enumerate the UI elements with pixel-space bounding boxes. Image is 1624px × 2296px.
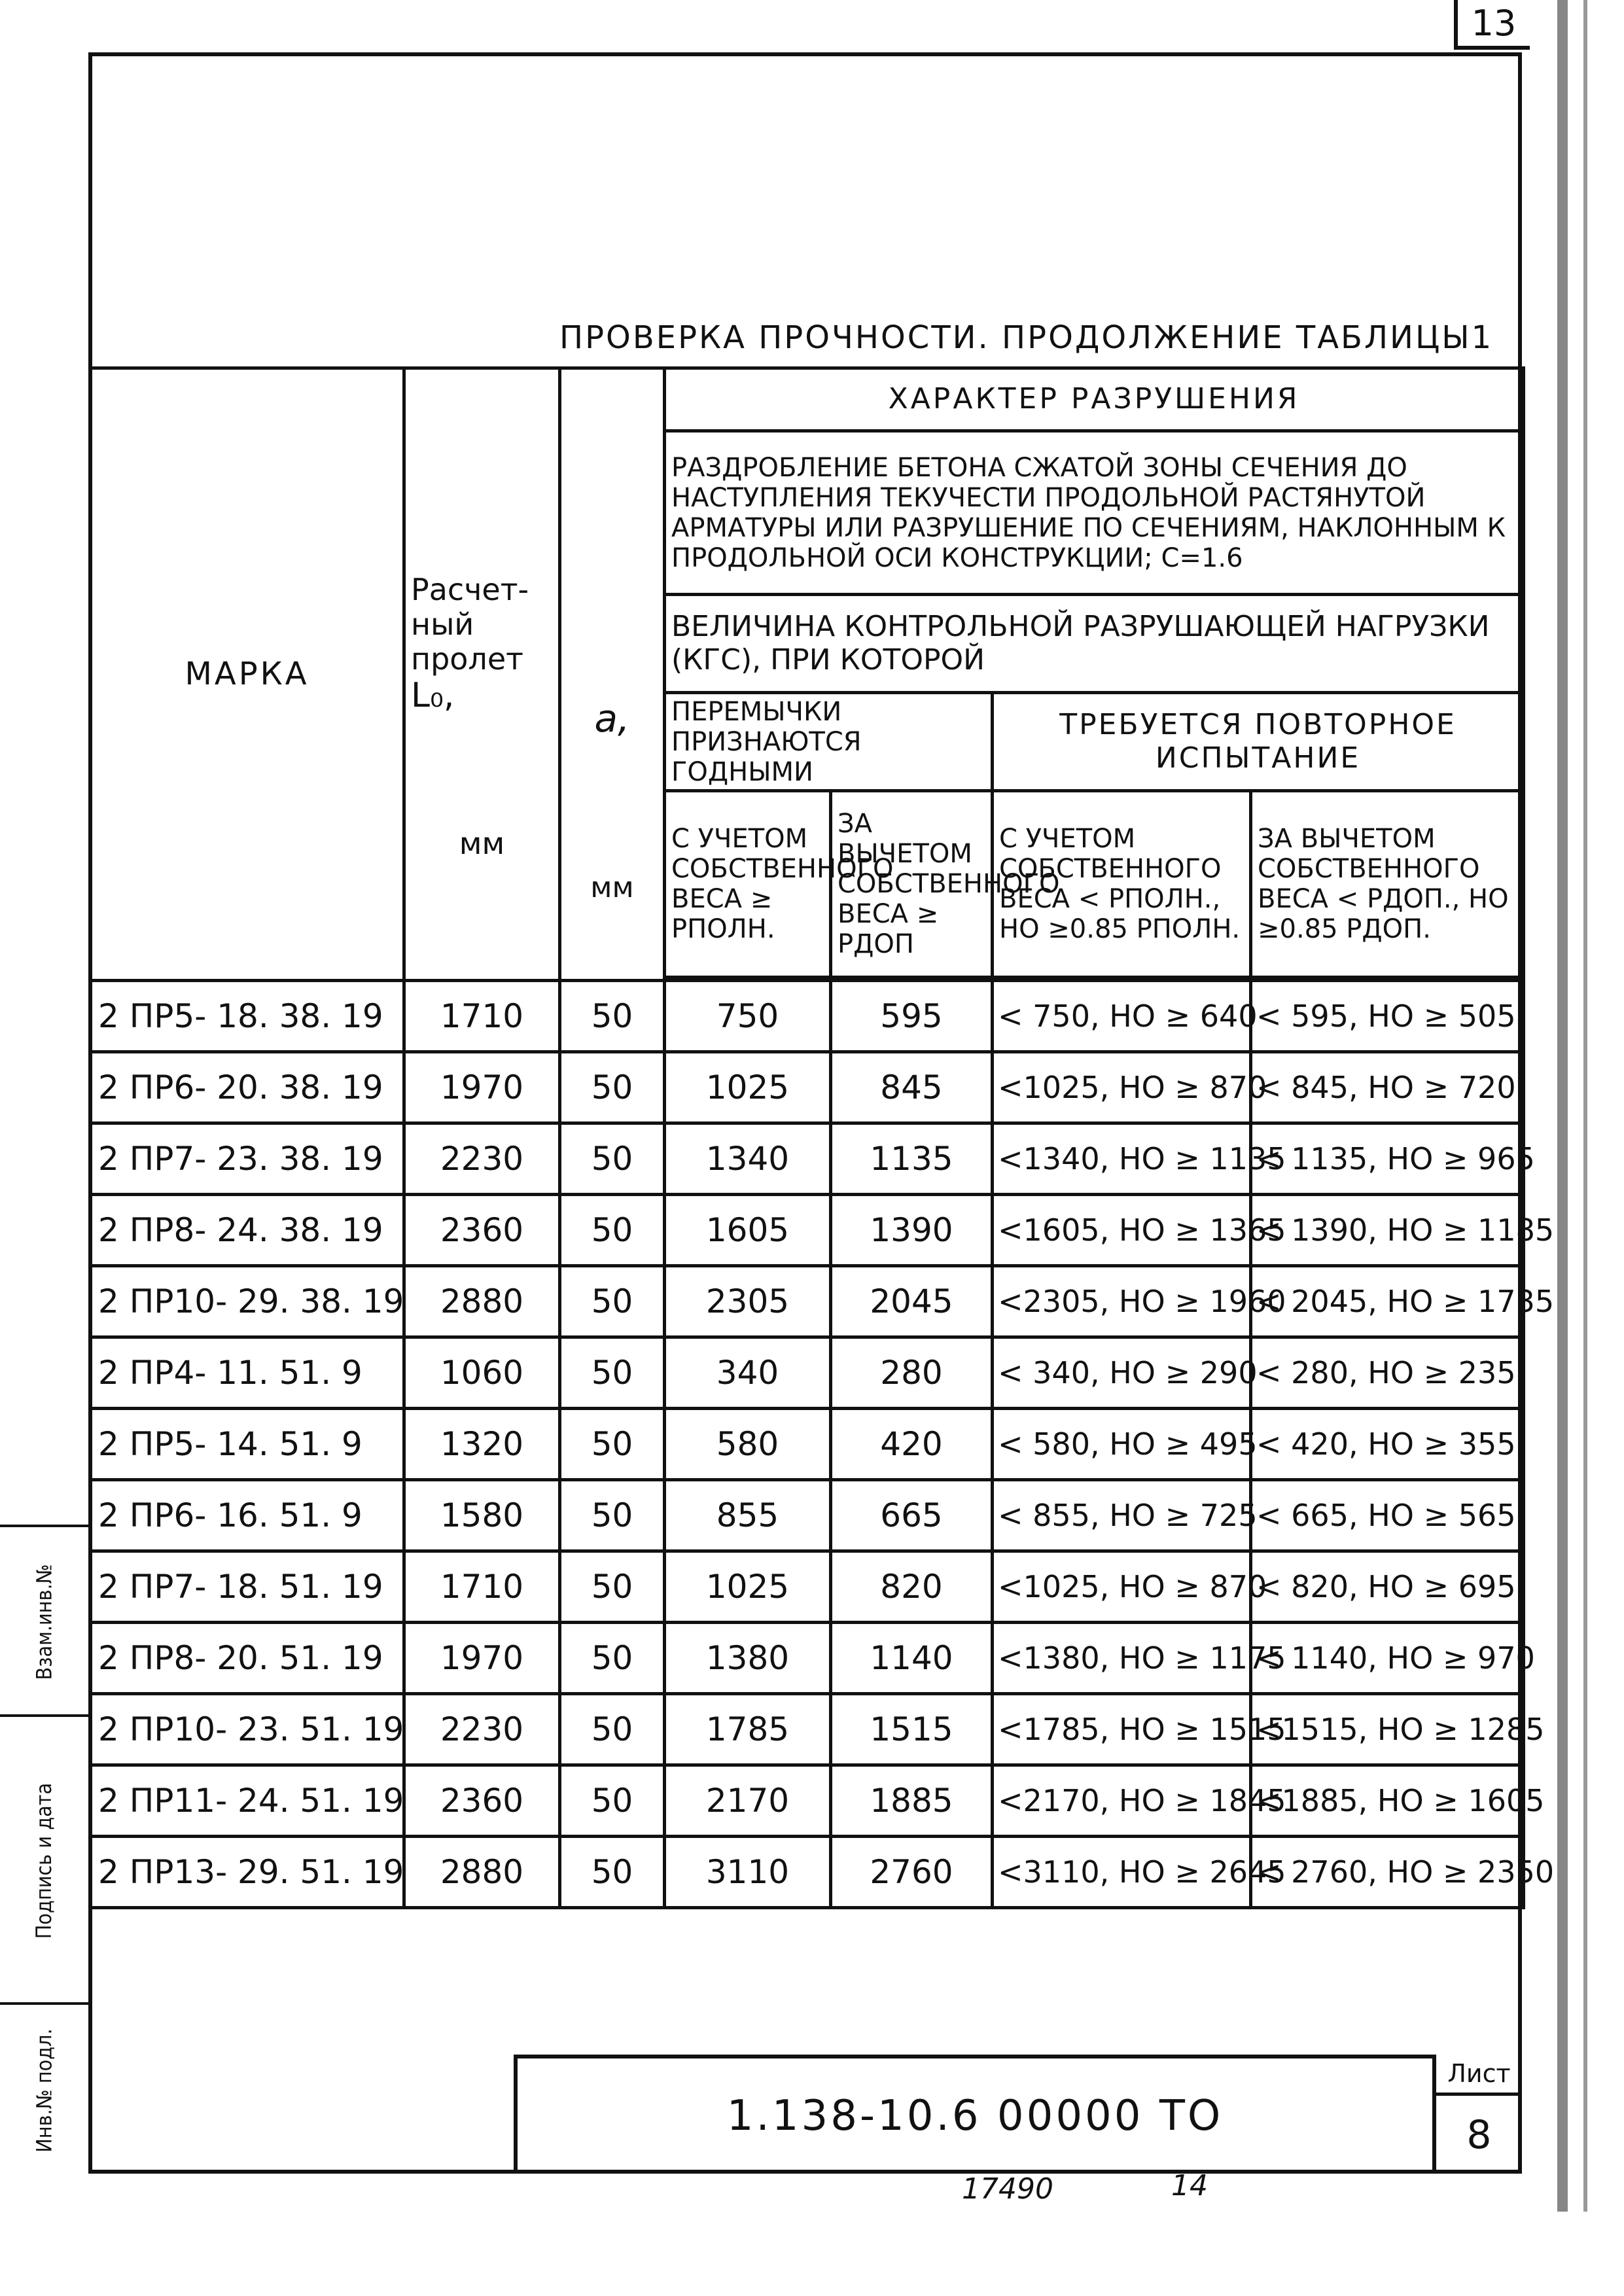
- cell-span: 2880: [404, 1837, 560, 1908]
- cell-retest-add: < 2760, НО ≥ 2350: [1251, 1837, 1524, 1908]
- cell-p-full: 340: [665, 1337, 831, 1409]
- cell-mark: 2 ПР8- 20. 51. 19: [90, 1623, 404, 1694]
- table-row: [90, 1337, 1524, 1409]
- cell-mark: 2 ПР13- 29. 51. 19: [90, 1837, 404, 1908]
- cell-retest-full: < 750, НО ≥ 640: [993, 981, 1251, 1052]
- replaced-inventory-label: Взам.инв.№: [31, 1564, 57, 1680]
- cell-p-add: 420: [831, 1409, 993, 1480]
- cell-mark: 2 ПР4- 11. 51. 9: [90, 1337, 404, 1409]
- cell-p-full: 1605: [665, 1195, 831, 1266]
- original-inventory-cell: [0, 2002, 88, 2176]
- header-sub-fit-add: ЗА ВЫЧЕТОМ СОБСТВЕННОГО ВЕСА ≥ PДОП: [831, 791, 993, 978]
- cell-retest-add: <1515, НО ≥ 1285: [1251, 1694, 1524, 1765]
- cell-retest-add: < 1140, НО ≥ 970: [1251, 1623, 1524, 1694]
- cell-span: 2230: [404, 1123, 560, 1195]
- header-mark: МАРКА: [90, 368, 404, 981]
- cell-retest-add: < 420, НО ≥ 355: [1251, 1409, 1524, 1480]
- header-sub-retest-add: ЗА ВЫЧЕТОМ СОБСТВЕННОГО ВЕСА < PДОП., НО ≥0.85 PДОП.: [1251, 791, 1524, 978]
- cell-retest-full: < 340, НО ≥ 290: [993, 1337, 1251, 1409]
- cell-retest-add: < 1135, НО ≥ 965: [1251, 1123, 1524, 1195]
- sheet-label: Лист: [1436, 2055, 1522, 2096]
- table-row: [90, 1480, 1524, 1551]
- table-row: [90, 1765, 1524, 1837]
- cell-p-full: 1340: [665, 1123, 831, 1195]
- cell-mark: 2 ПР8- 24. 38. 19: [90, 1195, 404, 1266]
- cell-mark: 2 ПР6- 20. 38. 19: [90, 1052, 404, 1123]
- signature-date-label: Подпись и дата: [31, 1782, 57, 1939]
- cell-retest-full: < 855, НО ≥ 725: [993, 1480, 1251, 1551]
- header-span-line: L₀,: [411, 675, 455, 715]
- cell-retest-add: < 595, НО ≥ 505: [1251, 981, 1524, 1052]
- table-row: [90, 981, 1524, 1052]
- cell-a: 50: [560, 1052, 665, 1123]
- header-sub-fit-full: С УЧЕТОМ СОБСТВЕННОГО ВЕСА ≥ PПОЛН.: [665, 791, 831, 978]
- cell-span: 1060: [404, 1337, 560, 1409]
- table-row: [90, 1551, 1524, 1623]
- cell-span: 1580: [404, 1480, 560, 1551]
- cell-p-add: 665: [831, 1480, 993, 1551]
- cell-retest-add: <1885, НО ≥ 1605: [1251, 1765, 1524, 1837]
- cell-mark: 2 ПР6- 16. 51. 9: [90, 1480, 404, 1551]
- header-load-value: ВЕЛИЧИНА КОНТРОЛЬНОЙ РАЗРУШАЮЩЕЙ НАГРУЗКИ (КГС), ПРИ КОТОРОЙ: [665, 595, 1524, 693]
- sheet-box: [1432, 2055, 1522, 2174]
- cell-span: 1710: [404, 981, 560, 1052]
- replaced-inventory-cell: [0, 1525, 88, 1717]
- cell-a: 50: [560, 1409, 665, 1480]
- cell-p-full: 580: [665, 1409, 831, 1480]
- cell-p-full: 1785: [665, 1694, 831, 1765]
- cell-a: 50: [560, 1195, 665, 1266]
- table-row: [90, 1052, 1524, 1123]
- table-row: [90, 1195, 1524, 1266]
- cell-p-add: 2045: [831, 1266, 993, 1337]
- cell-retest-add: < 1390, НО ≥ 1185: [1251, 1195, 1524, 1266]
- cell-p-add: 1140: [831, 1623, 993, 1694]
- cell-p-full: 2170: [665, 1765, 831, 1837]
- table-title: ПРОВЕРКА ПРОЧНОСТИ. ПРОДОЛЖЕНИЕ ТАБЛИЦЫ1: [559, 319, 1494, 356]
- table-row: [90, 1623, 1524, 1694]
- cell-p-full: 750: [665, 981, 831, 1052]
- cell-a: 50: [560, 981, 665, 1052]
- table-row: [90, 1123, 1524, 1195]
- cell-retest-full: <2170, НО ≥ 1845: [993, 1765, 1251, 1837]
- cell-p-add: 595: [831, 981, 993, 1052]
- cell-p-add: 280: [831, 1337, 993, 1409]
- page-number: 13: [1454, 0, 1530, 50]
- cell-retest-add: < 845, НО ≥ 720: [1251, 1052, 1524, 1123]
- cell-retest-add: < 280, НО ≥ 235: [1251, 1337, 1524, 1409]
- header-span-line: Расчет-: [411, 572, 529, 607]
- header-fracture-desc: РАЗДРОБЛЕНИЕ БЕТОНА СЖАТОЙ ЗОНЫ СЕЧЕНИЯ ДО НАСТУПЛЕНИЯ ТЕКУЧЕСТИ ПРОДОЛЬНОЙ РАСТЯНУТОЙ АРМАТУРЫ ИЛИ РАЗРУШЕНИЕ ПО СЕЧЕНИЯМ, НАКЛОННЫМ К ПРОДОЛЬНОЙ ОСИ КОНСТРУКЦИИ; C=1.6: [665, 431, 1524, 595]
- cell-retest-full: <1785, НО ≥ 1515: [993, 1694, 1251, 1765]
- cell-mark: 2 ПР10- 23. 51. 19: [90, 1694, 404, 1765]
- sheet-value: 8: [1466, 2111, 1492, 2158]
- footer-mark: 14: [1171, 2169, 1208, 2202]
- cell-retest-full: <1380, НО ≥ 1175: [993, 1623, 1251, 1694]
- cell-p-add: 1135: [831, 1123, 993, 1195]
- cell-p-add: 1885: [831, 1765, 993, 1837]
- cell-mark: 2 ПР5- 18. 38. 19: [90, 981, 404, 1052]
- header-group-retest: ТРЕБУЕТСЯ ПОВТОРНОЕ ИСПЫТАНИЕ: [993, 693, 1524, 791]
- cell-a: 50: [560, 1694, 665, 1765]
- table-row: [90, 1837, 1524, 1908]
- cell-a: 50: [560, 1123, 665, 1195]
- cell-span: 1320: [404, 1409, 560, 1480]
- inventory-number: 17490: [962, 2172, 1053, 2206]
- cell-mark: 2 ПР11- 24. 51. 19: [90, 1765, 404, 1837]
- header-a: [560, 368, 665, 981]
- cell-p-add: 820: [831, 1551, 993, 1623]
- cell-p-add: 2760: [831, 1837, 993, 1908]
- binding-strip: [0, 1525, 88, 2174]
- header-fracture-type: ХАРАКТЕР РАЗРУШЕНИЯ: [665, 368, 1524, 431]
- header-sub-retest-full: С УЧЕТОМ СОБСТВЕННОГО ВЕСА < PПОЛН., НО ≥0.85 PПОЛН.: [993, 791, 1251, 978]
- cell-p-full: 1380: [665, 1623, 831, 1694]
- cell-span: 1710: [404, 1551, 560, 1623]
- cell-a: 50: [560, 1765, 665, 1837]
- cell-mark: 2 ПР7- 23. 38. 19: [90, 1123, 404, 1195]
- header-span-line: ный: [411, 606, 474, 642]
- cell-a: 50: [560, 1337, 665, 1409]
- header-span-unit: мм: [459, 826, 505, 862]
- cell-p-full: 1025: [665, 1052, 831, 1123]
- cell-retest-full: <2305, НО ≥ 1960: [993, 1266, 1251, 1337]
- cell-a: 50: [560, 1266, 665, 1337]
- cell-retest-add: < 665, НО ≥ 565: [1251, 1480, 1524, 1551]
- header-group-fit: ПЕРЕМЫЧКИ ПРИЗНАЮТСЯ ГОДНЫМИ: [665, 693, 993, 791]
- strength-check-table: [88, 366, 1555, 1909]
- cell-p-add: 845: [831, 1052, 993, 1123]
- cell-a: 50: [560, 1551, 665, 1623]
- cell-a: 50: [560, 1837, 665, 1908]
- cell-mark: 2 ПР10- 29. 38. 19: [90, 1266, 404, 1337]
- cell-retest-add: < 2045, НО ≥ 1735: [1251, 1266, 1524, 1337]
- scan-edge: [1583, 0, 1587, 2212]
- cell-retest-full: <1025, НО ≥ 870: [993, 1052, 1251, 1123]
- cell-mark: 2 ПР7- 18. 51. 19: [90, 1551, 404, 1623]
- cell-retest-add: < 820, НО ≥ 695: [1251, 1551, 1524, 1623]
- cell-a: 50: [560, 1623, 665, 1694]
- table-row: [90, 1409, 1524, 1480]
- cell-a: 50: [560, 1480, 665, 1551]
- cell-p-full: 2305: [665, 1266, 831, 1337]
- cell-mark: 2 ПР5- 14. 51. 9: [90, 1409, 404, 1480]
- scan-edge: [1557, 0, 1568, 2212]
- header-a-unit: мм: [590, 870, 634, 904]
- cell-span: 2360: [404, 1765, 560, 1837]
- cell-p-full: 855: [665, 1480, 831, 1551]
- cell-retest-full: <1025, НО ≥ 870: [993, 1551, 1251, 1623]
- cell-span: 2230: [404, 1694, 560, 1765]
- cell-retest-full: < 580, НО ≥ 495: [993, 1409, 1251, 1480]
- header-span-line: пролет: [411, 641, 523, 677]
- cell-retest-full: <3110, НО ≥ 2645: [993, 1837, 1251, 1908]
- table-row: [90, 1266, 1524, 1337]
- signature-date-cell: [0, 1714, 88, 2005]
- cell-span: 2360: [404, 1195, 560, 1266]
- header-a-symbol: a,: [594, 696, 630, 741]
- cell-span: 2880: [404, 1266, 560, 1337]
- cell-p-add: 1390: [831, 1195, 993, 1266]
- cell-span: 1970: [404, 1623, 560, 1694]
- cell-retest-full: <1340, НО ≥ 1135: [993, 1123, 1251, 1195]
- cell-p-add: 1515: [831, 1694, 993, 1765]
- original-inventory-label: Инв.№ подл.: [31, 2028, 57, 2153]
- cell-p-full: 1025: [665, 1551, 831, 1623]
- cell-p-full: 3110: [665, 1837, 831, 1908]
- cell-span: 1970: [404, 1052, 560, 1123]
- document-code: 1.138-10.6 00000 ТО: [514, 2055, 1432, 2174]
- table-row: [90, 1694, 1524, 1765]
- header-span: [404, 368, 560, 981]
- cell-retest-full: <1605, НО ≥ 1365: [993, 1195, 1251, 1266]
